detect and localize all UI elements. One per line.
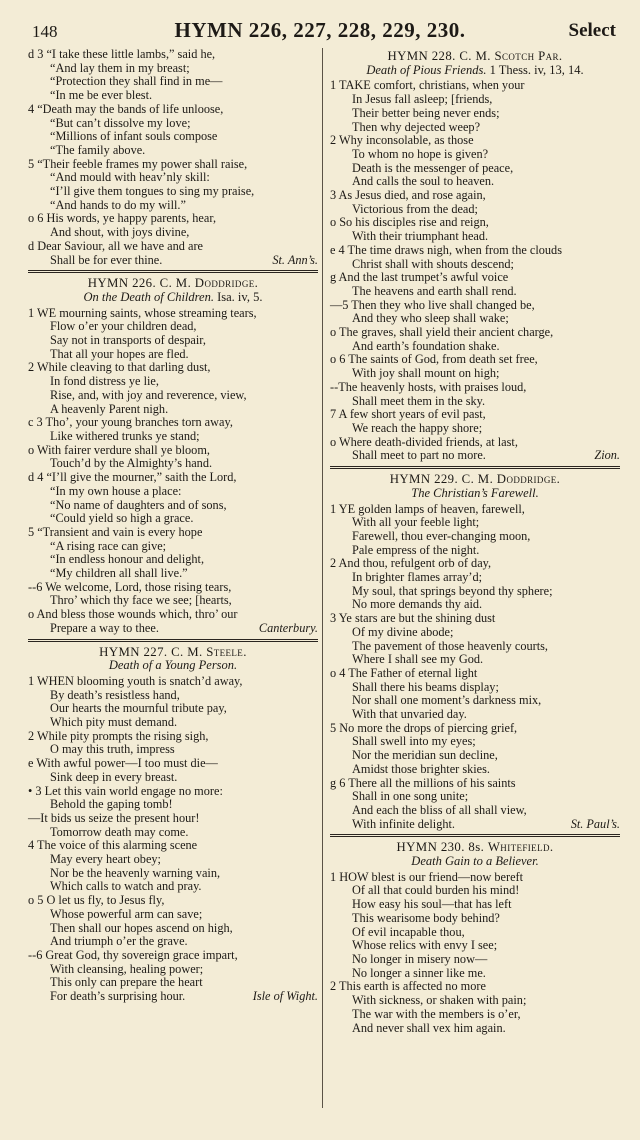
verse-line: Where I shall see my God. xyxy=(352,652,484,667)
verse-line: Rise, and, with joy and reverence, view, xyxy=(50,387,247,402)
verse-line: And triumph o’er the grave. xyxy=(50,934,188,949)
verse-line: o With fairer verdure shall ye bloom, xyxy=(28,442,210,457)
hymn-225-continuation xyxy=(28,48,318,267)
tune-name: Canterbury. xyxy=(258,620,318,635)
verse-line: Of my divine abode; xyxy=(352,624,454,639)
hymn-228-title: HYMN 228. C. M. Scotch Par. xyxy=(387,49,563,63)
verse-line: O may this truth, impress xyxy=(50,742,175,757)
verse-line: 2 While cleaving to that darling dust, xyxy=(28,360,211,375)
verse-line: “Protection they shall find in me— xyxy=(50,74,223,89)
verse-text: Prepare a way to thee. xyxy=(50,620,159,635)
verse-line: Victorious from the dead; xyxy=(352,201,478,216)
hymn-228-subtitle: Death of Pious Friends. 1 Thess. iv, 13, 14. xyxy=(366,62,584,77)
verse-line: o So his disciples rise and reign, xyxy=(330,215,489,230)
verse-line: --6 We welcome, Lord, those rising tears, xyxy=(28,579,232,594)
verse-line: Then why dejected weep? xyxy=(352,119,481,134)
verse-line: 7 A few short years of evil past, xyxy=(330,407,486,422)
tune-name: St. Ann’s. xyxy=(272,252,318,267)
verse-line: 1 WE mourning saints, whose streaming tears, xyxy=(28,305,257,320)
verse-line: “A rising race can give; xyxy=(50,538,167,553)
verse-line: • 3 Let this vain world engage no more: xyxy=(28,783,223,798)
hymn-separator xyxy=(28,270,318,273)
hymn-separator xyxy=(28,639,318,642)
verse-line xyxy=(28,254,318,268)
hymn-229-title: HYMN 229. C. M. Doddridge. xyxy=(389,472,561,487)
verse-line: Their better being never ends; xyxy=(352,105,500,120)
verse-line: With that unvaried day. xyxy=(352,707,467,722)
verse-line: My soul, that springs beyond thy sphere; xyxy=(352,583,553,598)
verse-line xyxy=(28,622,318,636)
verse-line xyxy=(28,990,318,1004)
verse-line: Death is the messenger of peace, xyxy=(352,160,514,175)
verse-line: 2 While pity prompts the rising sigh, xyxy=(28,728,209,743)
hymn-227-lines xyxy=(28,675,318,1004)
verse-line: Behold the gaping tomb! xyxy=(50,797,173,812)
verse-line xyxy=(330,449,620,463)
page-number: 148 xyxy=(32,22,58,41)
verse-line: We reach the happy shore; xyxy=(352,420,483,435)
verse-text: For death’s surprising hour. xyxy=(50,989,186,1004)
hymn-226-title: HYMN 226. C. M. Doddridge. xyxy=(87,276,259,291)
verse-line: Shall swell into my eyes; xyxy=(352,734,476,749)
verse-line: Of evil incapable thou, xyxy=(352,924,465,939)
hymn-226-subtitle: On the Death of Children. Isa. iv, 5. xyxy=(83,289,263,304)
hymn-227-subtitle: Death of a Young Person. xyxy=(108,658,238,673)
verse-line: Our hearts the mournful tribute pay, xyxy=(50,701,227,716)
verse-line: 2 This earth is affected no more xyxy=(330,979,486,994)
verse-line: In fond distress ye lie, xyxy=(50,374,159,389)
verse-line: Which pity must demand. xyxy=(50,715,178,730)
verse-line: “I’ll give them tongues to sing my praise, xyxy=(50,184,255,199)
verse-line: o The graves, shall yield their ancient charge, xyxy=(330,325,554,340)
verse-line: —It bids us seize the present hour! xyxy=(28,810,200,825)
verse-line: Shall meet them in the sky. xyxy=(352,393,486,408)
verse-line: d 4 “I’ll give the mourner,” saith the Lord, xyxy=(28,470,237,485)
hymn-227-title: HYMN 227. C. M. Steele. xyxy=(99,644,247,659)
hymn-separator xyxy=(330,834,620,837)
verse-text: Shall be for ever thine. xyxy=(50,252,163,267)
verse-line: This wearisome body behind? xyxy=(352,910,500,925)
verse-line: Christ shall with shouts descend; xyxy=(352,256,514,271)
column-divider xyxy=(322,48,323,1108)
verse-line: Say not in transports of despair, xyxy=(50,333,206,348)
verse-line: “In endless honour and delight, xyxy=(50,552,205,567)
verse-line: 2 And thou, refulgent orb of day, xyxy=(330,556,492,571)
verse-line: o 6 The saints of God, from death set free, xyxy=(330,352,538,367)
hymn-229-lines xyxy=(330,503,620,832)
verse-line: “Millions of infant souls compose xyxy=(50,129,218,144)
verse-line: “But can’t dissolve my love; xyxy=(50,115,191,130)
verse-line: e With awful power—I too must die— xyxy=(28,756,218,771)
verse-line: “My children all shall live.” xyxy=(50,566,188,581)
hymn-230 xyxy=(330,841,620,1035)
verse-line: o 5 O let us fly, to Jesus fly, xyxy=(28,893,165,908)
verse-line: 1 HOW blest is our friend—now bereft xyxy=(330,869,524,884)
verse-line: Shall in one song unite; xyxy=(352,789,469,804)
verse-line: And calls the soul to heaven. xyxy=(352,174,495,189)
verse-line: By death’s resistless hand, xyxy=(50,687,180,702)
verse-line: With joy shall mount on high; xyxy=(352,366,500,381)
verse-line: Like withered trunks ye stand; xyxy=(50,428,200,443)
right-column xyxy=(330,48,620,1035)
hymn-separator xyxy=(330,466,620,469)
page-header xyxy=(0,16,640,46)
hymn-228-lines xyxy=(330,79,620,463)
hymn-226 xyxy=(28,277,318,635)
verse-line: 4 “Death may the bands of life unloose, xyxy=(28,101,224,116)
verse-line: The pavement of those heavenly courts, xyxy=(352,638,548,653)
verse-line: Nor shall one moment’s darkness mix, xyxy=(352,693,542,708)
verse-line: “In me be ever blest. xyxy=(50,88,153,103)
verse-line: Of all that could burden his mind! xyxy=(352,883,520,898)
verse-line: No longer a sinner like me. xyxy=(352,965,486,980)
verse-line: With cleansing, healing power; xyxy=(50,961,204,976)
page-title: HYMN 226, 227, 228, 229, 230. xyxy=(174,18,466,42)
verse-line: Shall there his beams display; xyxy=(352,679,499,694)
verse-line: 1 WHEN blooming youth is snatch’d away, xyxy=(28,673,243,688)
verse-line: d Dear Saviour, all we have and are xyxy=(28,238,204,253)
verse-line: “And hands to do my will.” xyxy=(50,197,186,212)
verse-line: Farewell, thou ever-changing moon, xyxy=(352,528,531,543)
verse-line: And never shall vex him again. xyxy=(352,1020,506,1035)
verse-line: The war with the members is o’er, xyxy=(352,1006,521,1021)
verse-line: 4 The voice of this alarming scene xyxy=(28,838,198,853)
verse-line: Tomorrow death may come. xyxy=(50,824,189,839)
hymn-230-title: HYMN 230. 8s. Whitefield. xyxy=(396,840,554,855)
verse-line: --The heavenly hosts, with praises loud, xyxy=(330,379,527,394)
verse-line: 1 YE golden lamps of heaven, farewell, xyxy=(330,501,525,516)
verse-line: “The family above. xyxy=(50,142,146,157)
verse-line: Whose powerful arm can save; xyxy=(50,906,203,921)
verse-line: “Could yield so high a grace. xyxy=(50,511,194,526)
verse-line: “And lay them in my breast; xyxy=(50,60,190,75)
hymn-228 xyxy=(330,50,620,463)
hymn-229 xyxy=(330,473,620,831)
verse-line: d 3 “I take these little lambs,” said he, xyxy=(28,47,216,61)
verse-line: o 6 His words, ye happy parents, hear, xyxy=(28,211,217,226)
verse-line: May every heart obey; xyxy=(50,852,161,867)
verse-line: g 6 There all the millions of his saints xyxy=(330,775,516,790)
verse-line: 3 Ye stars are but the shining dust xyxy=(330,611,496,626)
verse-line: Whose relics with envy I see; xyxy=(352,938,498,953)
tune-name: Isle of Wight. xyxy=(252,989,318,1004)
verse-line: “In my own house a place: xyxy=(50,483,182,498)
hymn-230-lines xyxy=(330,871,620,1035)
verse-line: 5 No more the drops of piercing grief, xyxy=(330,720,518,735)
verse-line: With all your feeble light; xyxy=(352,515,480,530)
verse-line: 5 “Transient and vain is every hope xyxy=(28,524,203,539)
verse-line: “And mould with heav’nly skill: xyxy=(50,170,210,185)
verse-text: Shall meet to part no more. xyxy=(352,448,486,463)
verse-line: Pale empress of the night. xyxy=(352,542,480,557)
verse-line: Thro’ which thy face we see; [hearts, xyxy=(50,593,232,608)
verse-line: 1 TAKE comfort, christians, when your xyxy=(330,78,525,93)
verse-line: 5 “Their feeble frames my power shall raise, xyxy=(28,156,248,171)
verse-line: “No name of daughters and of sons, xyxy=(50,497,227,512)
verse-line: That all your hopes are fled. xyxy=(50,346,189,361)
verse-line: With their triumphant head. xyxy=(352,229,489,244)
verse-line: e 4 The time draws nigh, when from the clouds xyxy=(330,242,562,257)
verse-line: 3 As Jesus died, and rose again, xyxy=(330,188,486,203)
verse-line: And each the bliss of all shall view, xyxy=(352,802,527,817)
verse-line: No longer in misery now— xyxy=(352,952,488,966)
verse-line: Amidst those brighter skies. xyxy=(352,761,490,776)
verse-line: In Jesus fall asleep; [friends, xyxy=(352,92,493,107)
verse-line: To whom no hope is given? xyxy=(352,146,489,161)
verse-line: Nor the meridian sun decline, xyxy=(352,748,498,763)
verse-line: And earth’s foundation shake. xyxy=(352,338,500,353)
verse-line: --6 Great God, thy sovereign grace impart, xyxy=(28,948,238,962)
verse-line: Nor be the heavenly warning vain, xyxy=(50,865,221,880)
verse-line: Sink deep in every breast. xyxy=(50,769,178,784)
verse-line: This only can prepare the heart xyxy=(50,975,203,990)
verse-line: o 4 The Father of eternal light xyxy=(330,665,478,680)
verse-line: A heavenly Parent nigh. xyxy=(50,401,169,416)
verse-line xyxy=(330,818,620,832)
verse-line: The heavens and earth shall rend. xyxy=(352,283,517,298)
verse-line: And they who sleep shall wake; xyxy=(352,311,509,326)
verse-line: And shout, with joys divine, xyxy=(50,225,190,240)
hymn-227 xyxy=(28,646,318,1004)
verse-line: o And bless those wounds which, thro’ our xyxy=(28,607,238,622)
verse-line: 2 Why inconsolable, as those xyxy=(330,133,474,148)
verse-line: No more demands thy aid. xyxy=(352,597,483,612)
verse-line: How easy his soul—that has left xyxy=(352,897,512,912)
verse-line: Flow o’er your children dead, xyxy=(50,319,197,334)
hymn-230-subtitle: Death Gain to a Believer. xyxy=(411,854,539,869)
verse-line: c 3 Tho’, your young branches torn away, xyxy=(28,415,233,430)
verse-line: —5 Then they who live shall changed be, xyxy=(330,297,535,312)
verse-line: With sickness, or shaken with pain; xyxy=(352,993,527,1008)
verse-line: g And the last trumpet’s awful voice xyxy=(330,270,509,285)
verse-line: In brighter flames array’d; xyxy=(352,570,483,585)
verse-line: Then shall our hopes ascend on high, xyxy=(50,920,233,935)
tune-name: Zion. xyxy=(594,448,620,463)
verse-line: Touch’d by the Almighty’s hand. xyxy=(50,456,213,471)
hymn-229-subtitle: The Christian’s Farewell. xyxy=(411,485,539,500)
hymn-226-lines xyxy=(28,307,318,636)
tune-name: St. Paul’s. xyxy=(570,816,620,831)
verse-line: o Where death-divided friends, at last, xyxy=(330,434,518,449)
left-column xyxy=(28,48,318,1004)
verse-text: With infinite delight. xyxy=(352,816,455,831)
verse-line: Which calls to watch and pray. xyxy=(50,879,202,894)
section-title: Select xyxy=(568,20,616,41)
